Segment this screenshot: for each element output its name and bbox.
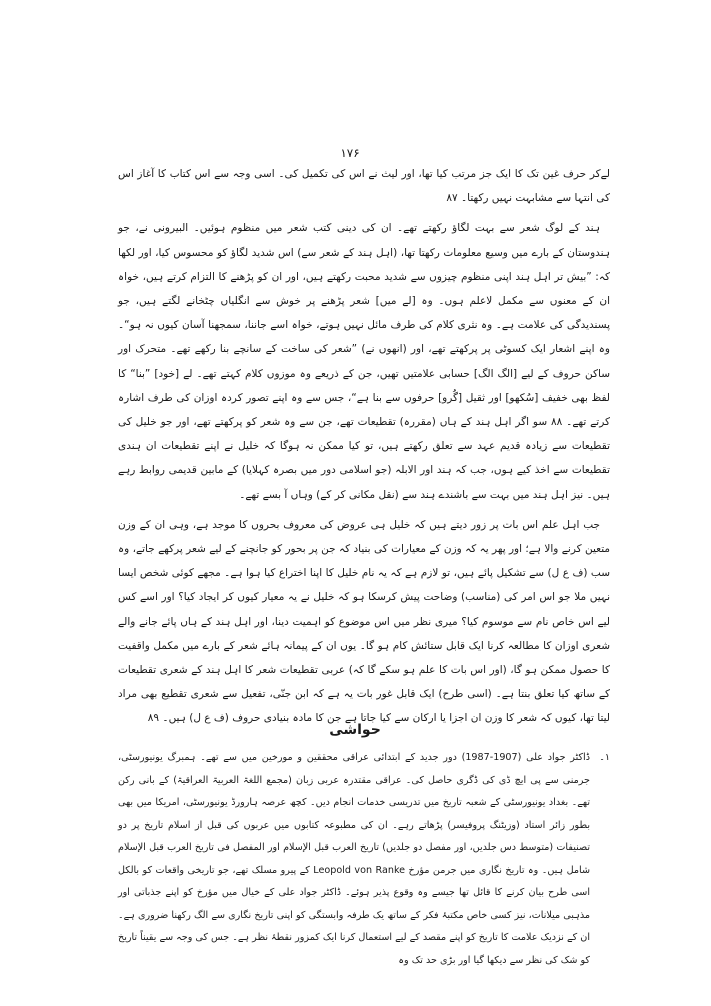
paragraph-india-poetry: ہند کے لوگ شعر سے بہت لگاؤ رکھتے تھے۔ ان کی دینی کتب شعر میں منظوم ہوئیں۔ البیرونی نے، جو ہندوستان کے بارے میں وسیع معلومات رکھتا تھا، (اہل ہند کے شعر سے) اس شدید لگاؤ کو محسوس کیا، اور لکھا کہ: ”بیش تر اہل ہند اپنی منظوم چیزوں سے شدید محبت رکھتے ہیں، اور ان کو پڑھنے کا التزام کرتے ہیں، خواہ ان کے معنوں سے مکمل لاعلم ہوں۔ وہ [لے میں] شعر پڑھنے پر خوش سے انگلیاں چٹخانے لگتے ہیں، جو پسندیدگی کی علامت ہے۔ وہ نثری کلام کی طرف مائل نہیں ہوتے، خواہ اسے جاننا، سمجھنا آسان کیوں نہ ہو“۔ وہ اپنے اشعار ایک کسوٹی پر پرکھتے تھے، اور (انھوں نے) ”شعر کی ساخت کے سانچے بنا رکھے تھے۔ متحرک اور ساکن حروف کے لیے [الگ الگ] حسابی علامتیں تھیں، جن کے ذریعے وہ موزوں کلام کہتے تھے۔ لے [خود] ”بنا“ کا لفظ بھی خفیف [سُکھو] اور ثقیل [گُرو] حرفوں سے بنا ہے“، جس سے وہ اپنے تصور کردہ اوزان کی طرف اشارہ کرتے تھے۔ ۸۸ سو اگر اہل ہند کے ہاں (مقررہ) تقطیعات تھے، جن سے وہ شعر کو پرکھتے تھے، اور جو خلیل کی تقطیعات سے زیادہ قدیم عہد سے تعلق رکھتے ہیں، تو کیا ممکن نہ ہوگا کہ خلیل نے اپنے تقطیعات ان ہندی تقطیعات سے اخذ کیے ہوں، جب کہ ہند اور الابلہ (جو اسلامی دور میں بصرہ کہلایا) کے مابین قدیمی روابط رہے ہیں۔ نیز اہل ہند میں بہت سے باشندے ہند سے (نقل مکانی کر کے) وہاں آ بسے تھے۔ [118,222,610,501]
notes-heading: حواشی [329,722,381,738]
footnotes [118,747,610,972]
paragraph-khalil-meters: جب اہل علم اس بات پر زور دیتے ہیں کہ خلیل ہی عروض کی معروف بحروں کا موجد ہے، وہی ان کے وزن متعین کرنے والا ہے؛ اور پھر یہ کہ وزن کے معیارات کی بنیاد کہ جن پر بحور کو جانچنے کے لیے شعر پرکھے جاتے، وہ سب (ف ع ل) سے تشکیل پائے ہیں، تو لازم ہے کہ یہ نام خلیل کا اپنا اختراع کیا ہوا ہے۔ مجھے کوئی شخص ایسا نہیں ملا جو اس امر کی (مناسب) وضاحت پیش کرسکا ہو کہ خلیل نے یہ معیار کیوں کر ایجاد کیا؟ اور اسے کس لیے اس خاص نام سے موسوم کیا؟ میری نظر میں اس موضوع کو اہمیت دینا، اور اہل ہند کے ہاں پائے جانے والے شعری اوزان کا مطالعہ کرنا ایک قابل ستائش کام ہو گا۔ یوں ان کے پیمانہ ہائے شعر کے بارے میں مکمل واقفیت کا حصول ممکن ہو گا، (اور اس بات کا علم ہو سکے گا کہ) عربی تقطیعات شعر کا اہل ہند کے شعری تقطیعات کے ساتھ کیا تعلق بنتا ہے۔ (اسی طرح) ایک قابل غور بات یہ ہے کہ ابن جنّی، تفعیل سے شعری تقطیع بھی مراد لیتا تھا، کیوں کہ شعر کا وزن ان اجزا یا ارکان سے کیا جاتا ہے جن کا مادہ بنیادی حروف (ف ع ل) ہیں۔ ۸۹ [118,518,610,725]
paragraph-continuation: لےکر حرف غین تک کا ایک جز مرتب کیا تھا، اور لیث نے اس کی تکمیل کی۔ اسی وجہ سے اس کتاب کا آغاز اس کی انتہا سے مشابہت نہیں رکھتا۔ ۸۷ [118,168,610,205]
footnote [118,747,610,972]
footnote-number: ۱۔ [599,752,610,763]
footnote-text: ڈاکٹر جواد علی (1907-1987) دور جدید کے ابتدائی عراقی محققین و مورخین میں سے تھے۔ ہمبرگ یونیورسٹی، جرمنی سے پی ایچ ڈی کی ڈگری حاصل کی۔ عراقی مقتدرہ عربی زبان (مجمع اللغۃ العربیۃ العراقیۃ) کے بانی رکن تھے۔ بغداد یونیورسٹی کے شعبہ تاریخ میں تدریسی خدمات انجام دیں۔ کچھ عرصہ ہارورڈ یونیورسٹی، امریکا میں بھی بطور زائر استاد (وزیٹنگ پروفیسر) پڑھاتے رہے۔ ان کی مطبوعہ کتابوں میں عربوں کی قبل از اسلام تاریخ پر دو تصنیفات (متوسط دس جلدیں، اور مفصل دو جلدیں) تاریخ العرب قبل الإسلام اور المفصل فی تاریخ العرب قبل الإسلام شامل ہیں۔ وہ تاریخ نگاری میں جرمن مؤرخ Leopold von Ranke کے پیرو مسلک تھے، جو تاریخی واقعات کو بالکل اسی طرح بیان کرنے کا قائل تھا جیسے وہ وقوع پذیر ہوئے۔ ڈاکٹر جواد علی کے خیال میں مؤرخ کو اپنے جذباتی اور مذہبی میلانات، نیز کسی خاص مکتبۂ فکر کے ساتھ یک طرفہ وابستگی کو اپنی تاریخ نگاری سے الگ رکھنا ضروری ہے۔ ان کے نزدیک علامت کا تاریخ کو اپنے مقصد کے لیے استعمال کرنا ایک کمزور نقطۂ نظر ہے۔ جس کی وجہ سے یقیناً تاریخ کو شک کی نظر سے دیکھا گیا اور بڑی حد تک وہ [118,752,590,966]
page-number: ۱۷۶ [340,146,360,160]
main-text [118,162,610,737]
